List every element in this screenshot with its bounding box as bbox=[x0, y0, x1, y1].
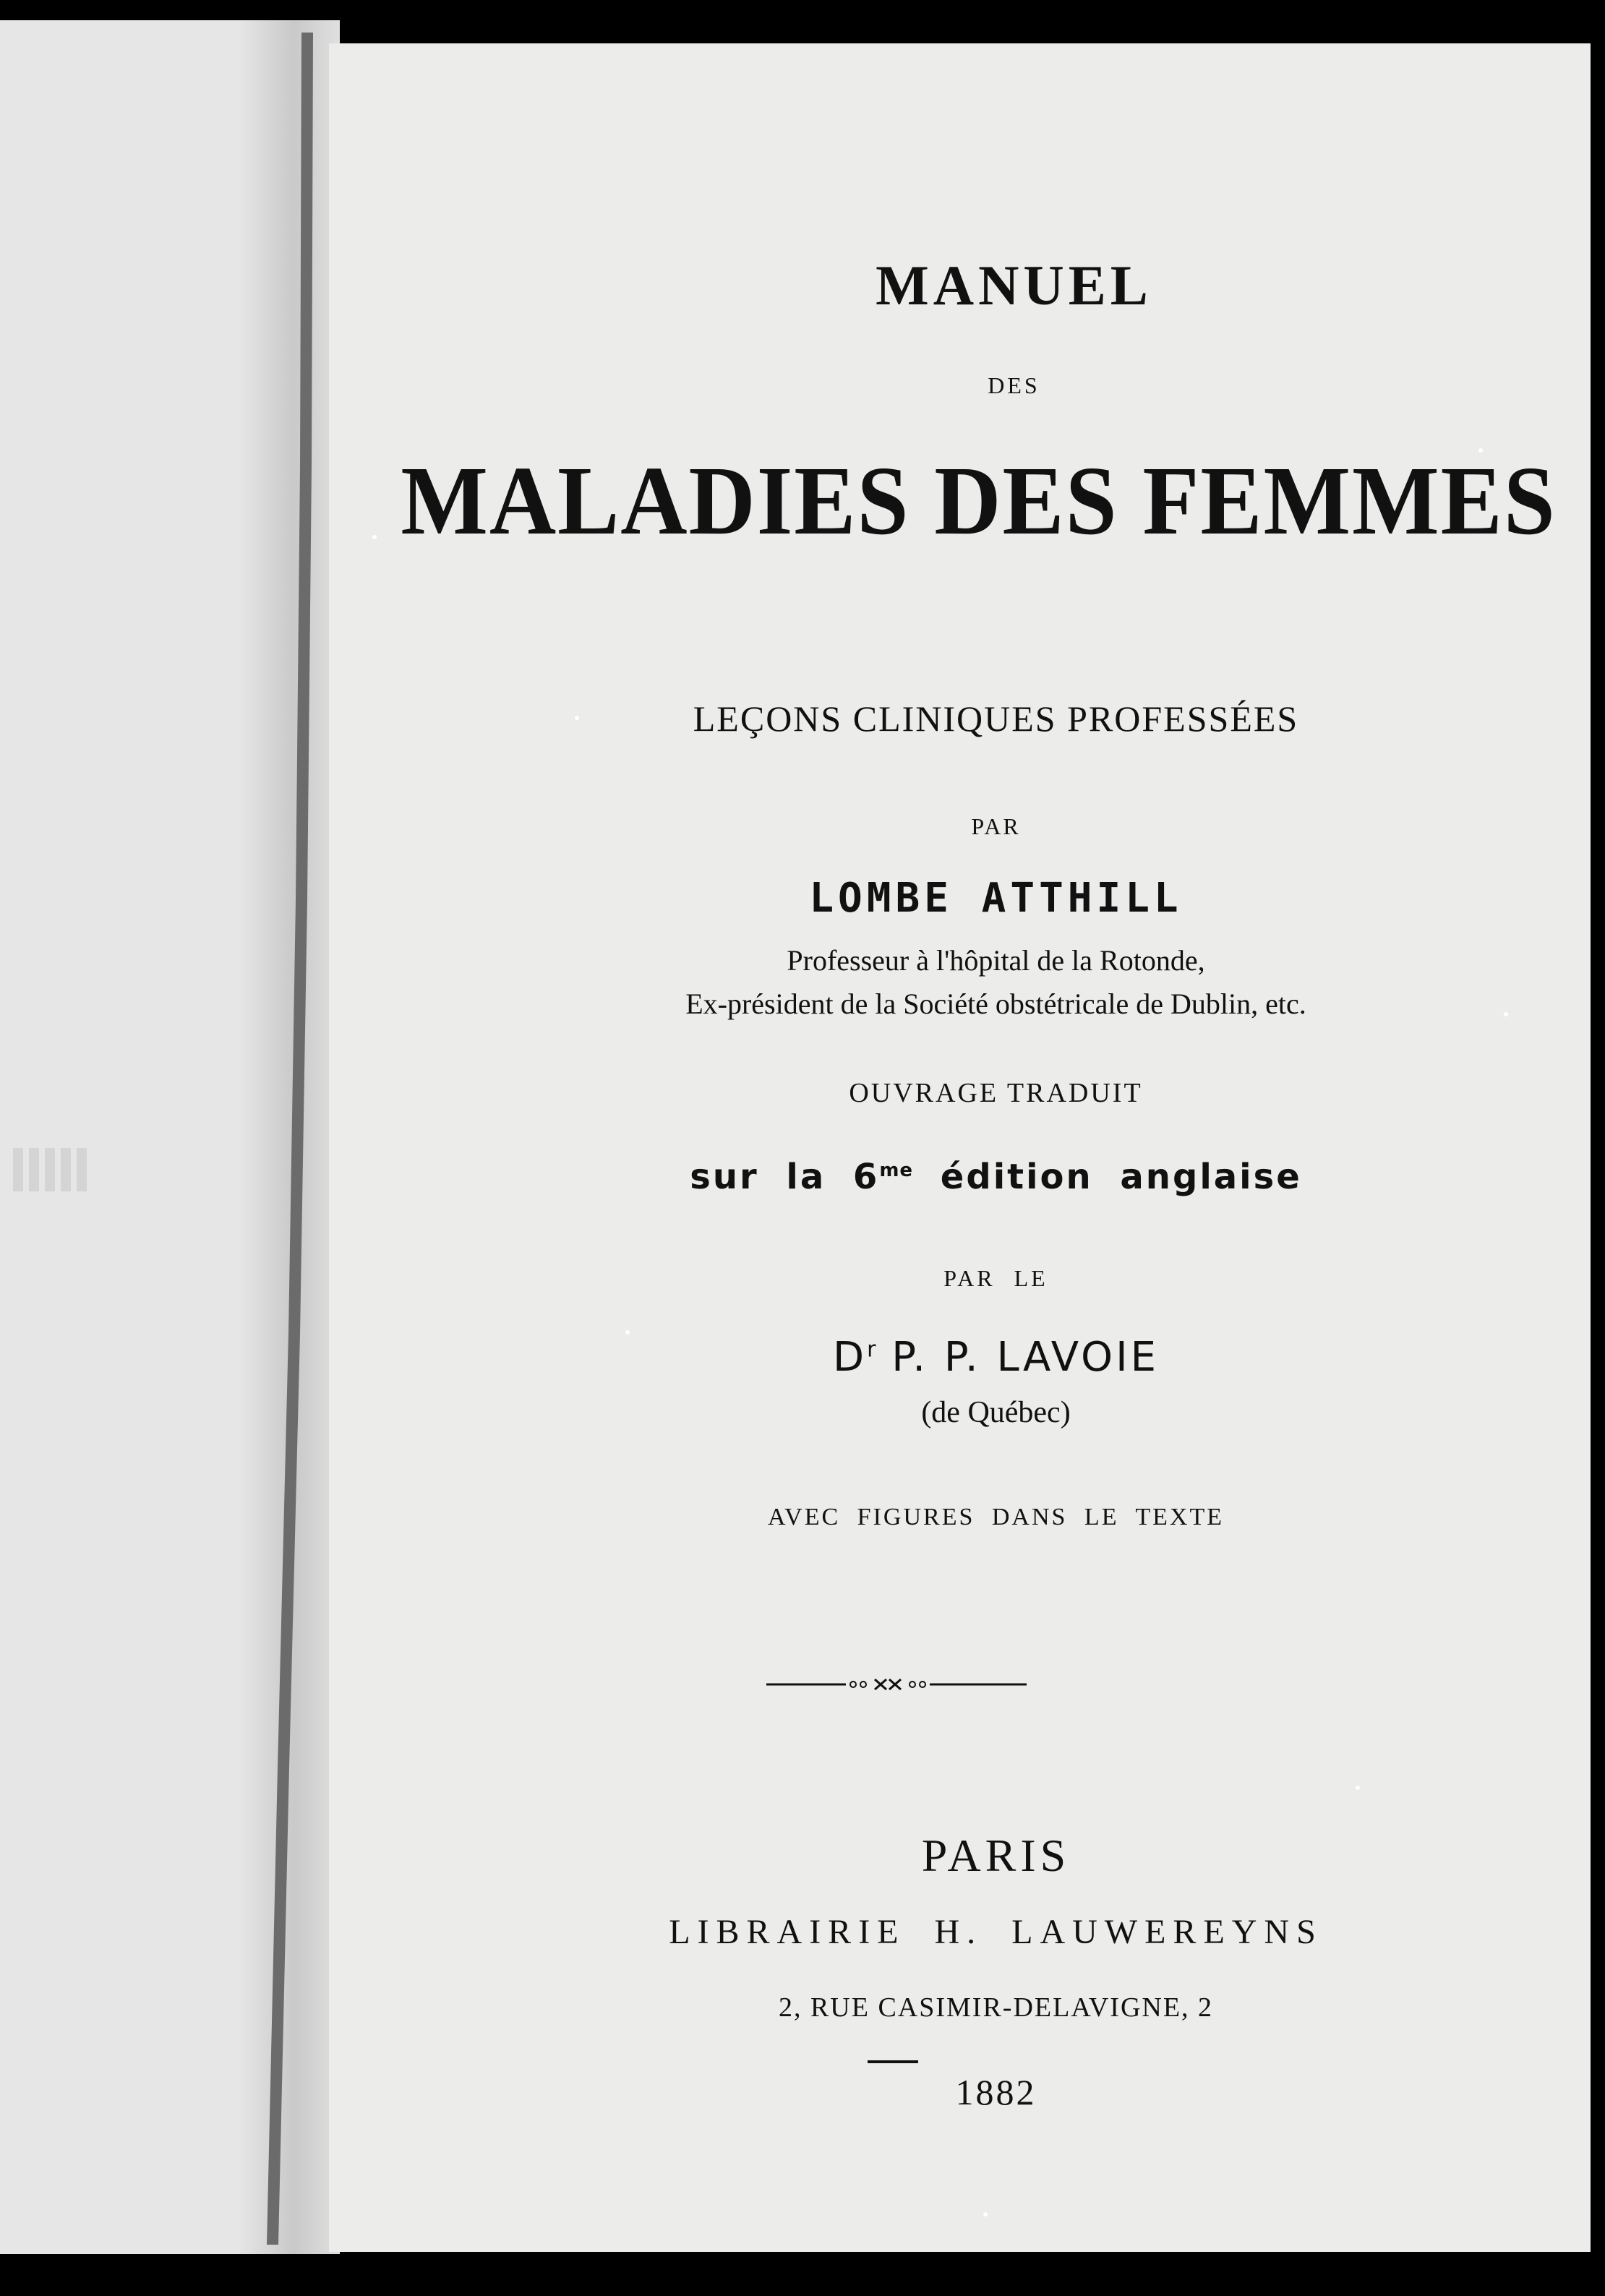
title-line-manuel: MANUEL bbox=[876, 254, 1152, 317]
main-title: MALADIES DES FEMMES bbox=[401, 447, 1557, 555]
author-credential: Professeur à l'hôpital de la Rotonde, bbox=[787, 944, 1205, 977]
paper-speck bbox=[1356, 1786, 1360, 1790]
translator-prefix: D bbox=[832, 1334, 868, 1381]
imprint-city: PARIS bbox=[921, 1830, 1071, 1881]
translator-superscript: r bbox=[867, 1337, 876, 1363]
imprint-publisher: LIBRAIRIE H. LAUWEREYNS bbox=[669, 1913, 1323, 1951]
title-page bbox=[329, 43, 1591, 2252]
translator-name bbox=[329, 1334, 1591, 1381]
edition-superscript: me bbox=[879, 1160, 914, 1181]
translator-origin: (de Québec) bbox=[921, 1396, 1071, 1429]
translator-text: P. P. LAVOIE bbox=[876, 1334, 1160, 1381]
by-label: PAR bbox=[971, 813, 1021, 839]
figures-note: AVEC FIGURES DANS LE TEXTE bbox=[768, 1504, 1224, 1530]
ornament-divider bbox=[766, 1674, 1027, 1695]
bleed-through-mark bbox=[13, 1148, 93, 1191]
title-line-des: DES bbox=[988, 372, 1040, 398]
subtitle: LEÇONS CLINIQUES PROFESSÉES bbox=[693, 698, 1299, 739]
edition-text: sur la 6 bbox=[690, 1157, 880, 1197]
paper-speck bbox=[983, 2212, 988, 2216]
imprint-year: 1882 bbox=[955, 2072, 1037, 2112]
imprint-rule bbox=[868, 2060, 918, 2063]
imprint-address: 2, RUE CASIMIR-DELAVIGNE, 2 bbox=[778, 1992, 1214, 2023]
author-name: LOMBE ATTHILL bbox=[809, 875, 1183, 922]
edition-note bbox=[329, 1157, 1591, 1197]
translation-note: OUVRAGE TRADUIT bbox=[849, 1078, 1143, 1108]
by-label: PAR LE bbox=[943, 1265, 1048, 1291]
edition-text: édition anglaise bbox=[913, 1157, 1302, 1197]
binding-edge bbox=[249, 33, 329, 2245]
author-credential: Ex-président de la Société obstétricale de Dublin, etc. bbox=[685, 988, 1306, 1020]
